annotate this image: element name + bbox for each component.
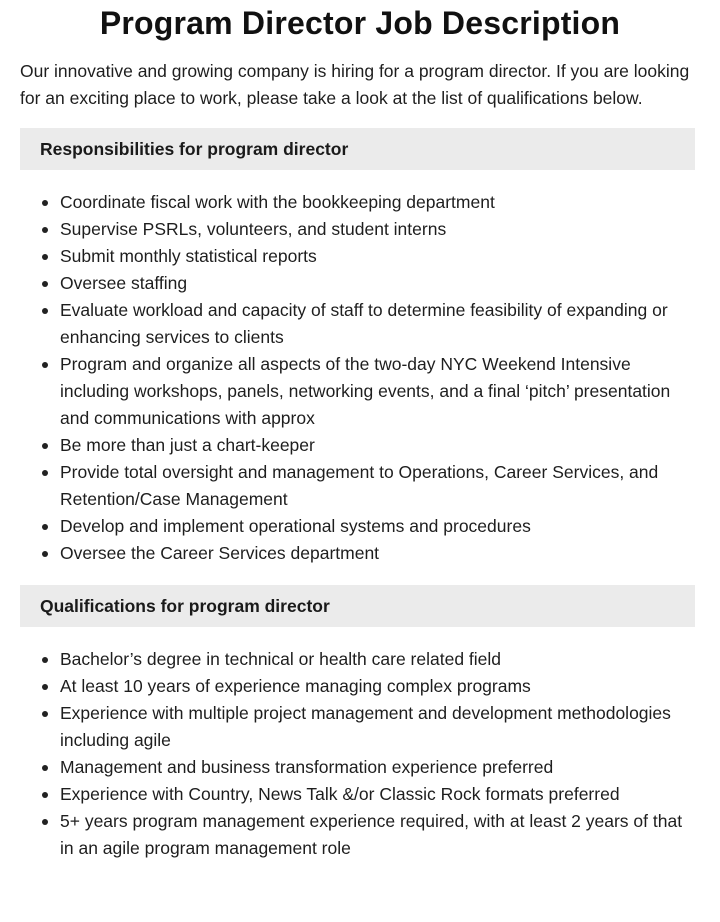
list-item [20,432,700,459]
list-item [20,243,700,270]
list-item-text: Oversee staffing [60,273,188,293]
bullet-icon [42,765,48,771]
list-item [20,216,700,243]
list-item [20,270,700,297]
list-item-text: Experience with Country, News Talk &/or Classic Rock formats preferred [60,784,620,804]
page-title: Program Director Job Description [99,5,621,41]
list-item [20,297,700,351]
list-item-text: Develop and implement operational systems and procedures [60,516,531,536]
list-item-text: Bachelor’s degree in technical or health care related field [60,649,502,669]
bullet-icon [42,200,48,206]
bullet-icon [42,657,48,663]
list-item-text: Experience with multiple project management and development methodologies including agile [60,703,671,750]
list-item-text: At least 10 years of experience managing complex programs [60,676,531,696]
bullet-icon [42,362,48,368]
list-item [20,700,700,754]
list-item [20,808,700,862]
bullet-icon [42,281,48,287]
bullet-icon [42,308,48,314]
bullet-icon [42,684,48,690]
list-item-text: Program and organize all aspects of the two-day NYC Weekend Intensive including workshops, panels, networking events, and a final ‘pitch’ presentation and communications with approx [60,354,671,428]
list-item [20,351,700,432]
list-item [20,513,700,540]
list-item-text: Coordinate fiscal work with the bookkeeping department [60,192,495,212]
bullet-icon [42,470,48,476]
bullet-icon [42,254,48,260]
list-item-text: Management and business transformation experience preferred [60,757,554,777]
list-item [20,673,700,700]
bullet-icon [42,443,48,449]
bullet-icon [42,227,48,233]
list-item-text: Oversee the Career Services department [60,543,380,563]
bullet-icon [42,711,48,717]
list-item-text: Submit monthly statistical reports [60,246,317,266]
list-item [20,189,700,216]
list-item-text: Supervise PSRLs, volunteers, and student interns [60,219,447,239]
qualifications-list [20,646,700,862]
list-item [20,754,700,781]
list-item [20,646,700,673]
list-item-text: Provide total oversight and management to Operations, Career Services, and Retention/Case Management [60,462,659,509]
list-item-text: Be more than just a chart-keeper [60,435,315,455]
bullet-icon [42,551,48,557]
list-item [20,540,700,567]
bullet-icon [42,792,48,798]
intro-paragraph: Our innovative and growing company is hiring for a program director. If you are looking for an exciting place to work, please take a look at the list of qualifications below. [20,61,690,108]
list-item-text: Evaluate workload and capacity of staff to determine feasibility of expanding or enhancing services to clients [60,300,668,347]
bullet-icon [42,524,48,530]
responsibilities-list [20,189,700,567]
responsibilities-heading: Responsibilities for program director [20,128,695,170]
list-item [20,781,700,808]
qualifications-heading: Qualifications for program director [20,585,695,627]
bullet-icon [42,819,48,825]
list-item [20,459,700,513]
list-item-text: 5+ years program management experience required, with at least 2 years of that in an agile program management role [60,811,683,858]
